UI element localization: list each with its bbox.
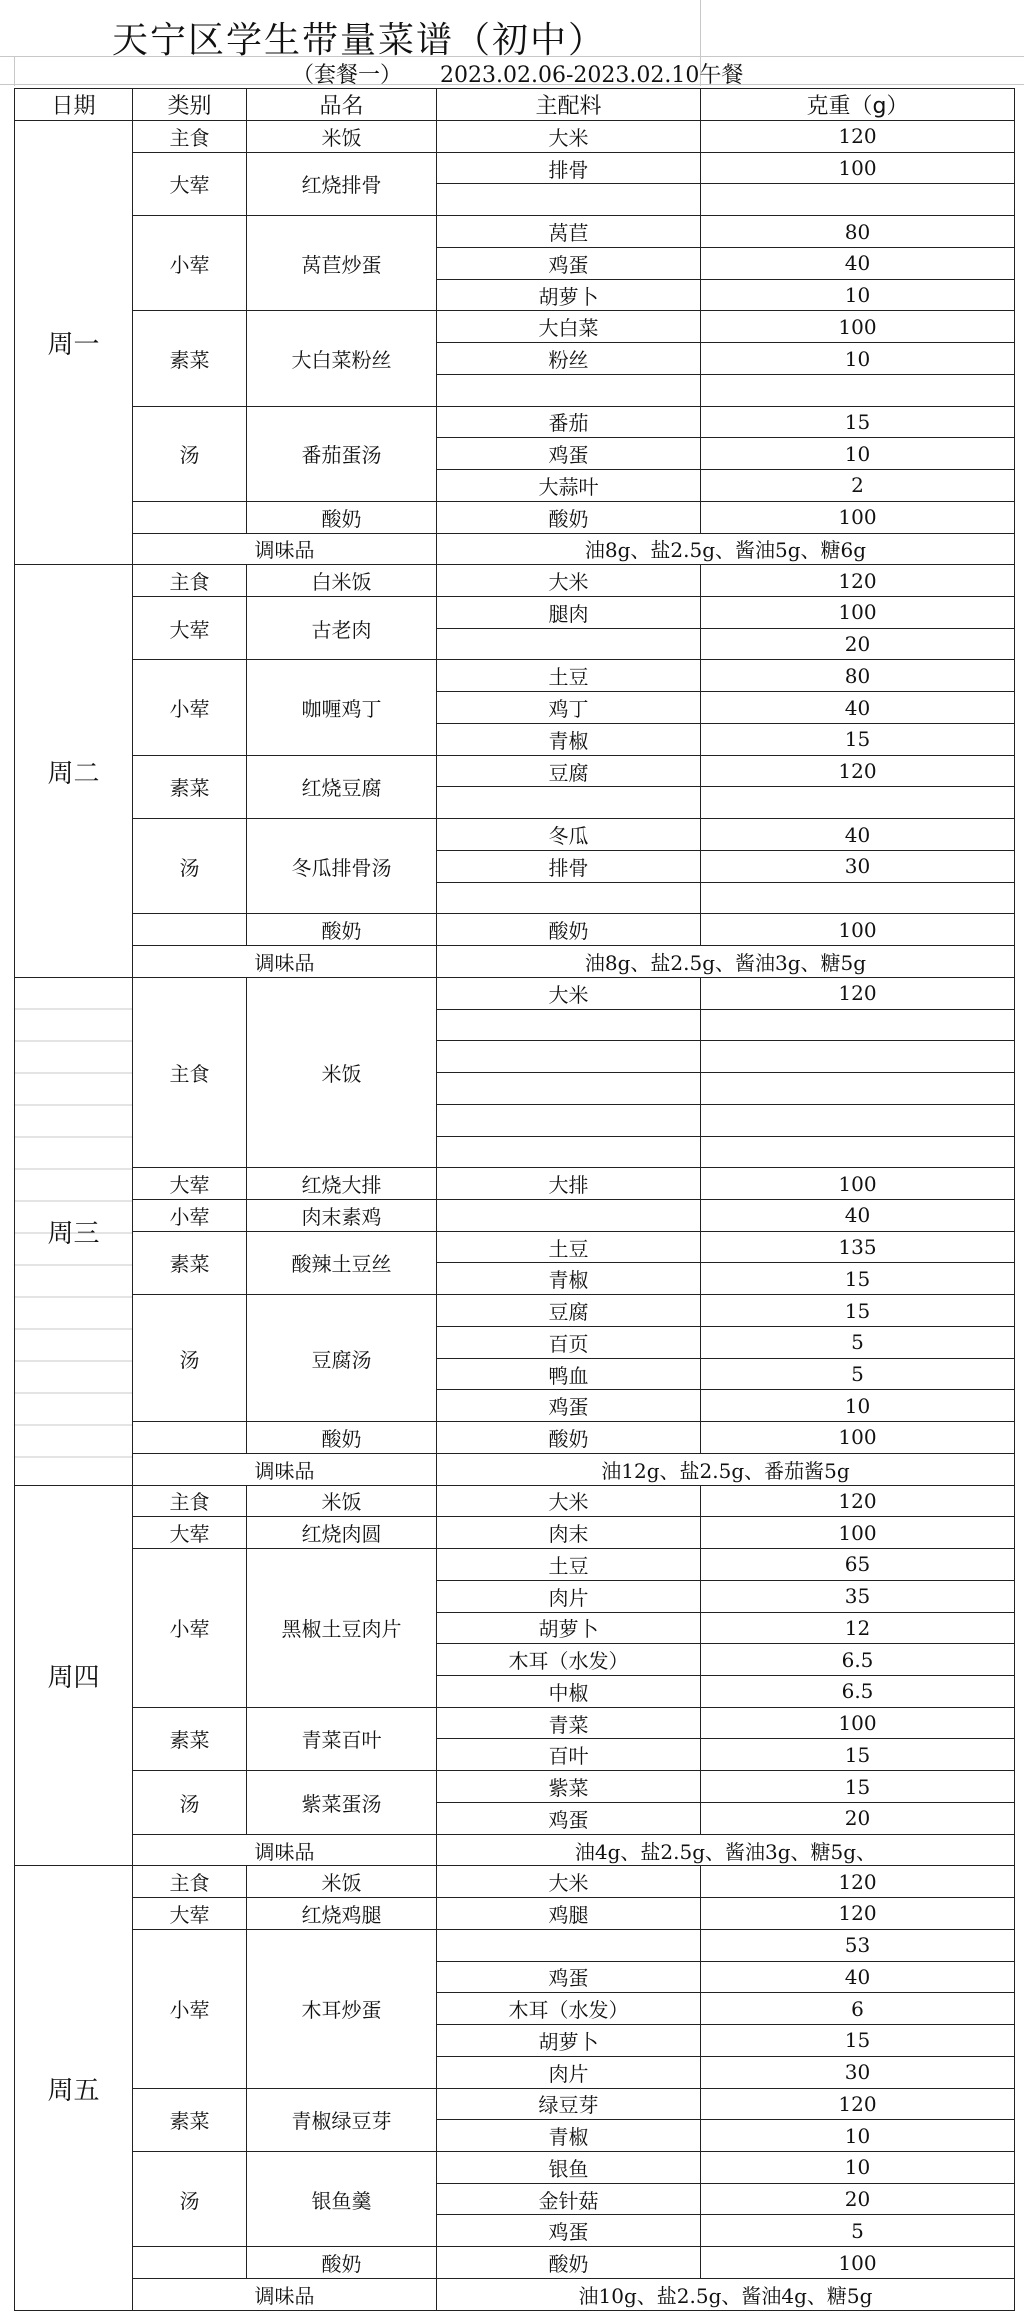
ingredient-cell: 酸奶 xyxy=(437,1422,701,1454)
category-cell: 汤 xyxy=(133,819,247,914)
weight-cell xyxy=(701,787,1015,819)
seasoning-value: 油8g、盐2.5g、酱油5g、糖6g xyxy=(437,533,1015,565)
seasoning-value: 油10g、盐2.5g、酱油4g、糖5g xyxy=(437,2278,1015,2310)
ingredient-cell: 青椒 xyxy=(437,2120,701,2152)
table-row xyxy=(15,1517,1015,1549)
seasoning-row xyxy=(15,533,1015,565)
category-cell: 大荤 xyxy=(133,1517,247,1549)
ingredient-cell: 青椒 xyxy=(437,723,701,755)
seasoning-label: 调味品 xyxy=(133,1453,437,1485)
ingredient-cell: 大米 xyxy=(437,1866,701,1898)
ingredient-cell: 胡萝卜 xyxy=(437,279,701,311)
ingredient-cell: 木耳（水发） xyxy=(437,1993,701,2025)
ingredient-cell xyxy=(437,1104,701,1136)
ingredient-cell: 番茄 xyxy=(437,406,701,438)
table-row xyxy=(15,755,1015,787)
ingredient-cell xyxy=(437,1929,701,1961)
table-row xyxy=(15,152,1015,184)
ingredient-cell: 银鱼 xyxy=(437,2152,701,2184)
weight-cell: 120 xyxy=(701,121,1015,153)
dish-cell: 黑椒土豆肉片 xyxy=(247,1549,437,1708)
dish-cell: 白米饭 xyxy=(247,565,437,597)
ingredient-cell: 绿豆芽 xyxy=(437,2088,701,2120)
dish-cell: 青菜百叶 xyxy=(247,1707,437,1770)
table-row xyxy=(15,121,1015,153)
category-cell: 大荤 xyxy=(133,1898,247,1930)
day-cell: 周一 xyxy=(15,121,133,565)
column-header: 克重（g） xyxy=(701,89,1015,121)
ingredient-cell: 百叶 xyxy=(437,1739,701,1771)
category-cell: 主食 xyxy=(133,1866,247,1898)
ingredient-cell xyxy=(437,1009,701,1041)
ingredient-cell: 肉末 xyxy=(437,1517,701,1549)
weight-cell: 20 xyxy=(701,628,1015,660)
weight-cell: 20 xyxy=(701,2183,1015,2215)
ingredient-cell xyxy=(437,374,701,406)
category-cell: 主食 xyxy=(133,565,247,597)
category-cell xyxy=(133,1422,247,1454)
ingredient-cell: 大白菜 xyxy=(437,311,701,343)
weight-cell: 20 xyxy=(701,1802,1015,1834)
ingredient-cell: 胡萝卜 xyxy=(437,1612,701,1644)
ingredient-cell: 鸭血 xyxy=(437,1358,701,1390)
ingredient-cell: 鸡蛋 xyxy=(437,1961,701,1993)
weight-cell: 5 xyxy=(701,2215,1015,2247)
category-cell xyxy=(133,914,247,946)
weight-cell: 100 xyxy=(701,597,1015,629)
table-row xyxy=(15,819,1015,851)
table-row xyxy=(15,1485,1015,1517)
weight-cell xyxy=(701,1041,1015,1073)
day-cell: 周二 xyxy=(15,565,133,978)
ingredient-cell: 胡萝卜 xyxy=(437,2025,701,2057)
weight-cell: 135 xyxy=(701,1231,1015,1263)
ingredient-cell: 酸奶 xyxy=(437,2247,701,2279)
category-cell: 素菜 xyxy=(133,1231,247,1294)
dish-cell: 木耳炒蛋 xyxy=(247,1929,437,2088)
table-row xyxy=(15,1199,1015,1231)
weight-cell: 100 xyxy=(701,914,1015,946)
table-row xyxy=(15,1168,1015,1200)
ingredient-cell: 酸奶 xyxy=(437,501,701,533)
dish-cell: 红烧鸡腿 xyxy=(247,1898,437,1930)
category-cell: 大荤 xyxy=(133,1168,247,1200)
date-range: 2023.02.06-2023.02.10午餐 xyxy=(440,63,744,88)
ingredient-cell: 酸奶 xyxy=(437,914,701,946)
category-cell: 汤 xyxy=(133,1771,247,1834)
dish-cell: 酸奶 xyxy=(247,1422,437,1454)
ingredient-cell: 大米 xyxy=(437,1485,701,1517)
category-cell: 素菜 xyxy=(133,311,247,406)
ingredient-cell: 鸡蛋 xyxy=(437,1390,701,1422)
table-row xyxy=(15,406,1015,438)
dish-cell: 番茄蛋汤 xyxy=(247,406,437,501)
ingredient-cell: 冬瓜 xyxy=(437,819,701,851)
day-cell: 周三 xyxy=(15,977,133,1485)
page-title: 天宁区学生带量菜谱（初中） xyxy=(112,20,607,61)
dish-cell: 大白菜粉丝 xyxy=(247,311,437,406)
ingredient-cell xyxy=(437,882,701,914)
ingredient-cell: 紫菜 xyxy=(437,1771,701,1803)
category-cell: 素菜 xyxy=(133,1707,247,1770)
dish-cell: 米饭 xyxy=(247,121,437,153)
category-cell: 小荤 xyxy=(133,660,247,755)
weight-cell xyxy=(701,1104,1015,1136)
category-cell: 汤 xyxy=(133,2152,247,2247)
weight-cell: 40 xyxy=(701,247,1015,279)
ingredient-cell: 鸡腿 xyxy=(437,1898,701,1930)
ingredient-cell xyxy=(437,1073,701,1105)
seasoning-value: 油12g、盐2.5g、番茄酱5g xyxy=(437,1453,1015,1485)
weight-cell: 100 xyxy=(701,501,1015,533)
table-row xyxy=(15,1898,1015,1930)
ingredient-cell: 土豆 xyxy=(437,1231,701,1263)
ingredient-cell: 鸡蛋 xyxy=(437,1802,701,1834)
ingredient-cell: 排骨 xyxy=(437,850,701,882)
category-cell: 主食 xyxy=(133,1485,247,1517)
ingredient-cell: 鸡蛋 xyxy=(437,2215,701,2247)
ingredient-cell: 大米 xyxy=(437,121,701,153)
seasoning-row xyxy=(15,1453,1015,1485)
category-cell: 大荤 xyxy=(133,597,247,660)
dish-cell: 酸奶 xyxy=(247,914,437,946)
dish-cell: 莴苣炒蛋 xyxy=(247,216,437,311)
category-cell: 素菜 xyxy=(133,2088,247,2151)
table-row xyxy=(15,597,1015,629)
set-label: （套餐一） xyxy=(292,63,403,88)
seasoning-row xyxy=(15,946,1015,978)
weight-cell: 2 xyxy=(701,470,1015,502)
table-row xyxy=(15,2152,1015,2184)
table-row xyxy=(15,660,1015,692)
weight-cell: 100 xyxy=(701,1168,1015,1200)
dish-cell: 银鱼羹 xyxy=(247,2152,437,2247)
seasoning-label: 调味品 xyxy=(133,946,437,978)
weight-cell: 100 xyxy=(701,311,1015,343)
category-cell: 小荤 xyxy=(133,1199,247,1231)
dish-cell: 红烧排骨 xyxy=(247,152,437,215)
dish-cell: 咖喱鸡丁 xyxy=(247,660,437,755)
ingredient-cell: 大排 xyxy=(437,1168,701,1200)
dish-cell: 红烧大排 xyxy=(247,1168,437,1200)
ingredient-cell xyxy=(437,787,701,819)
weight-cell: 15 xyxy=(701,1263,1015,1295)
weight-cell: 15 xyxy=(701,1739,1015,1771)
weight-cell: 10 xyxy=(701,279,1015,311)
ingredient-cell: 肉片 xyxy=(437,2056,701,2088)
weight-cell: 40 xyxy=(701,1961,1015,1993)
weight-cell: 100 xyxy=(701,152,1015,184)
category-cell: 小荤 xyxy=(133,1929,247,2088)
table-row xyxy=(15,1295,1015,1327)
weight-cell: 30 xyxy=(701,2056,1015,2088)
weight-cell: 100 xyxy=(701,2247,1015,2279)
ingredient-cell: 青菜 xyxy=(437,1707,701,1739)
category-cell: 汤 xyxy=(133,1295,247,1422)
seasoning-row xyxy=(15,2278,1015,2310)
weight-cell: 15 xyxy=(701,1295,1015,1327)
weight-cell: 65 xyxy=(701,1549,1015,1581)
dish-cell: 酸辣土豆丝 xyxy=(247,1231,437,1294)
weight-cell xyxy=(701,1009,1015,1041)
weight-cell: 120 xyxy=(701,755,1015,787)
category-cell xyxy=(133,2247,247,2279)
column-header: 类别 xyxy=(133,89,247,121)
seasoning-value: 油8g、盐2.5g、酱油3g、糖5g xyxy=(437,946,1015,978)
ingredient-cell: 莴苣 xyxy=(437,216,701,248)
dish-cell: 米饭 xyxy=(247,1866,437,1898)
table-row xyxy=(15,1929,1015,1961)
ingredient-cell: 豆腐 xyxy=(437,1295,701,1327)
ingredient-cell xyxy=(437,1136,701,1168)
weight-cell: 40 xyxy=(701,1199,1015,1231)
table-row xyxy=(15,311,1015,343)
dish-cell: 酸奶 xyxy=(247,2247,437,2279)
table-row xyxy=(15,2247,1015,2279)
weight-cell: 10 xyxy=(701,438,1015,470)
weight-cell: 10 xyxy=(701,2152,1015,2184)
ingredient-cell: 粉丝 xyxy=(437,343,701,375)
weight-cell: 100 xyxy=(701,1422,1015,1454)
weight-cell: 15 xyxy=(701,406,1015,438)
table-row xyxy=(15,1866,1015,1898)
ingredient-cell: 金针菇 xyxy=(437,2183,701,2215)
ingredient-cell: 青椒 xyxy=(437,1263,701,1295)
table-row xyxy=(15,1231,1015,1263)
day-cell: 周五 xyxy=(15,1866,133,2311)
ingredient-cell: 大米 xyxy=(437,977,701,1009)
weight-cell: 40 xyxy=(701,692,1015,724)
ingredient-cell: 鸡蛋 xyxy=(437,438,701,470)
weight-cell xyxy=(701,374,1015,406)
category-cell: 素菜 xyxy=(133,755,247,818)
weight-cell xyxy=(701,1136,1015,1168)
seasoning-label: 调味品 xyxy=(133,1834,437,1866)
weight-cell: 6.5 xyxy=(701,1675,1015,1707)
weight-cell xyxy=(701,882,1015,914)
column-header: 日期 xyxy=(15,89,133,121)
dish-cell: 米饭 xyxy=(247,977,437,1167)
ingredient-cell xyxy=(437,1199,701,1231)
category-cell: 小荤 xyxy=(133,1549,247,1708)
weight-cell: 10 xyxy=(701,2120,1015,2152)
weight-cell: 15 xyxy=(701,1771,1015,1803)
seasoning-label: 调味品 xyxy=(133,2278,437,2310)
dish-cell: 酸奶 xyxy=(247,501,437,533)
dish-cell: 古老肉 xyxy=(247,597,437,660)
table-row xyxy=(15,1549,1015,1581)
dish-cell: 红烧豆腐 xyxy=(247,755,437,818)
seasoning-label: 调味品 xyxy=(133,533,437,565)
table-row xyxy=(15,501,1015,533)
table-row xyxy=(15,1422,1015,1454)
weight-cell: 120 xyxy=(701,977,1015,1009)
category-cell: 小荤 xyxy=(133,216,247,311)
header-row xyxy=(15,89,1015,121)
sheet-gridline xyxy=(14,56,15,86)
ingredient-cell xyxy=(437,628,701,660)
table-row xyxy=(15,977,1015,1009)
ingredient-cell: 土豆 xyxy=(437,1549,701,1581)
weight-cell: 100 xyxy=(701,1517,1015,1549)
weight-cell xyxy=(701,184,1015,216)
table-row xyxy=(15,216,1015,248)
weight-cell: 10 xyxy=(701,1390,1015,1422)
weight-cell: 53 xyxy=(701,1929,1015,1961)
weight-cell: 120 xyxy=(701,1898,1015,1930)
ingredient-cell: 木耳（水发） xyxy=(437,1644,701,1676)
table-row xyxy=(15,2088,1015,2120)
weight-cell: 5 xyxy=(701,1326,1015,1358)
ingredient-cell: 土豆 xyxy=(437,660,701,692)
weight-cell: 5 xyxy=(701,1358,1015,1390)
weight-cell: 120 xyxy=(701,1485,1015,1517)
category-cell: 大荤 xyxy=(133,152,247,215)
weight-cell: 35 xyxy=(701,1580,1015,1612)
weight-cell: 120 xyxy=(701,565,1015,597)
category-cell xyxy=(133,501,247,533)
ingredient-cell: 鸡蛋 xyxy=(437,247,701,279)
day-cell: 周四 xyxy=(15,1485,133,1866)
ingredient-cell xyxy=(437,1041,701,1073)
dish-cell: 冬瓜排骨汤 xyxy=(247,819,437,914)
weight-cell: 10 xyxy=(701,343,1015,375)
weight-cell: 100 xyxy=(701,1707,1015,1739)
weight-cell: 80 xyxy=(701,216,1015,248)
menu-table xyxy=(14,88,1015,2311)
ingredient-cell: 肉片 xyxy=(437,1580,701,1612)
ingredient-cell: 排骨 xyxy=(437,152,701,184)
weight-cell: 120 xyxy=(701,1866,1015,1898)
category-cell: 主食 xyxy=(133,121,247,153)
dish-cell: 豆腐汤 xyxy=(247,1295,437,1422)
table-row xyxy=(15,1707,1015,1739)
weight-cell: 120 xyxy=(701,2088,1015,2120)
dish-cell: 青椒绿豆芽 xyxy=(247,2088,437,2151)
weight-cell: 40 xyxy=(701,819,1015,851)
weight-cell: 15 xyxy=(701,2025,1015,2057)
ingredient-cell: 鸡丁 xyxy=(437,692,701,724)
column-header: 主配料 xyxy=(437,89,701,121)
seasoning-value: 油4g、盐2.5g、酱油3g、糖5g、 xyxy=(437,1834,1015,1866)
dish-cell: 肉末素鸡 xyxy=(247,1199,437,1231)
ingredient-cell: 大米 xyxy=(437,565,701,597)
weight-cell: 12 xyxy=(701,1612,1015,1644)
category-cell: 汤 xyxy=(133,406,247,501)
ingredient-cell: 中椒 xyxy=(437,1675,701,1707)
ingredient-cell: 腿肉 xyxy=(437,597,701,629)
table-row xyxy=(15,914,1015,946)
dish-cell: 红烧肉圆 xyxy=(247,1517,437,1549)
weight-cell: 30 xyxy=(701,850,1015,882)
category-cell: 主食 xyxy=(133,977,247,1167)
weight-cell: 6.5 xyxy=(701,1644,1015,1676)
weight-cell: 80 xyxy=(701,660,1015,692)
ingredient-cell: 百页 xyxy=(437,1326,701,1358)
ingredient-cell: 大蒜叶 xyxy=(437,470,701,502)
weight-cell: 15 xyxy=(701,723,1015,755)
seasoning-row xyxy=(15,1834,1015,1866)
ingredient-cell: 豆腐 xyxy=(437,755,701,787)
ingredient-cell xyxy=(437,184,701,216)
weight-cell: 6 xyxy=(701,1993,1015,2025)
dish-cell: 米饭 xyxy=(247,1485,437,1517)
weight-cell xyxy=(701,1073,1015,1105)
column-header: 品名 xyxy=(247,89,437,121)
table-row xyxy=(15,565,1015,597)
dish-cell: 紫菜蛋汤 xyxy=(247,1771,437,1834)
table-row xyxy=(15,1771,1015,1803)
